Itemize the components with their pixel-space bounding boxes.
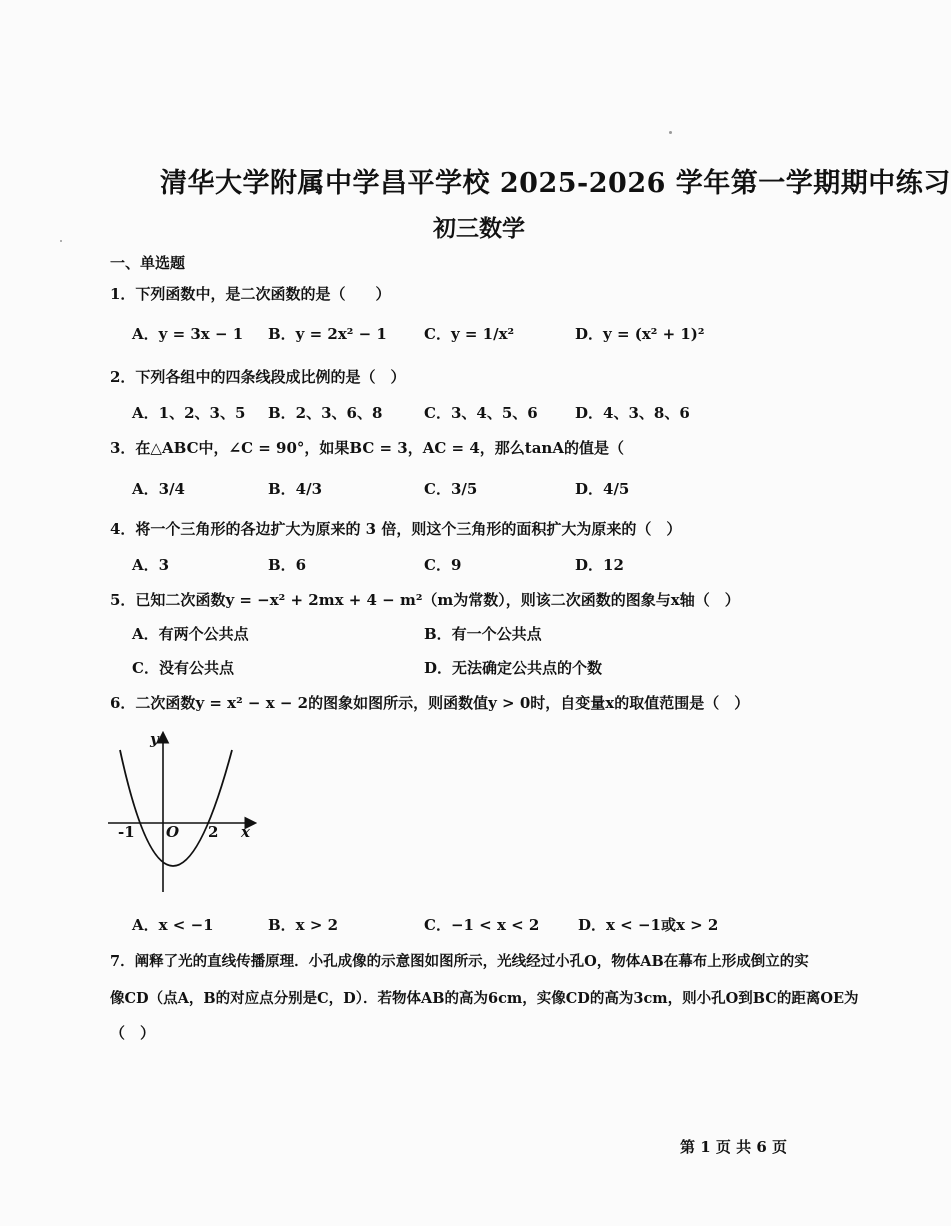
page-subtitle: 初三数学: [433, 215, 525, 242]
question-3: 3．在△ABC中，∠C = 90°，如果BC = 3，AC = 4，那么tanA的值是（: [110, 439, 624, 457]
page-title: 清华大学附属中学昌平学校 2025-2026 学年第一学期期中练习: [160, 168, 951, 199]
q3-option-a: A．3/4: [132, 480, 185, 498]
q6-option-b: B．x > 2: [268, 916, 339, 934]
question-6: 6．二次函数y = x² − x − 2的图象如图所示，则函数值y > 0时，自变量x的取值范围是（ ）: [110, 694, 750, 712]
question-2: 2．下列各组中的四条线段成比例的是（ ）: [110, 368, 406, 386]
q3-option-c: C．3/5: [424, 480, 478, 498]
q1-option-b: B．y = 2x² − 1: [268, 325, 387, 343]
section-heading: 一、单选题: [110, 254, 186, 272]
q6-option-d: D．x < −1或x > 2: [578, 916, 719, 934]
origin-label: O: [166, 823, 180, 841]
q3-option-b: B．4/3: [268, 480, 323, 498]
q2-option-a: A．1、2、3、5: [132, 404, 246, 422]
q5-option-d: D．无法确定公共点的个数: [424, 659, 603, 677]
q1-option-a: A．y = 3x − 1: [132, 325, 244, 343]
q2-option-c: C．3、4、5、6: [424, 404, 538, 422]
question-7-line-1: 7．阐释了光的直线传播原理．小孔成像的示意图如图所示，光线经过小孔O，物体AB在幕布上形成倒立的实: [110, 953, 809, 970]
right-root-label: 2: [208, 823, 219, 841]
q4-option-a: A．3: [132, 556, 170, 574]
q5-option-a: A．有两个公共点: [132, 625, 249, 643]
q1-option-c: C．y = 1/x²: [424, 325, 515, 343]
q4-option-c: C．9: [424, 556, 462, 574]
q4-option-b: B．6: [268, 556, 307, 574]
q5-option-c: C．没有公共点: [132, 659, 234, 677]
parabola-curve: [120, 750, 232, 866]
q3-option-d: D．4/5: [575, 480, 630, 498]
x-axis-label: x: [241, 823, 250, 841]
q6-option-a: A．x < −1: [132, 916, 214, 934]
parabola-graph: [102, 728, 262, 896]
question-1: 1．下列函数中，是二次函数的是（ ）: [110, 285, 391, 303]
page-number: 第 1 页 共 6 页: [680, 1138, 787, 1156]
left-root-label: -1: [118, 823, 135, 841]
q6-option-c: C．−1 < x < 2: [424, 916, 540, 934]
scan-speck: [60, 240, 62, 242]
y-axis-label: y: [150, 730, 159, 748]
question-7-line-3: （ ）: [110, 1024, 156, 1042]
q4-option-d: D．12: [575, 556, 624, 574]
question-4: 4．将一个三角形的各边扩大为原来的 3 倍，则这个三角形的面积扩大为原来的（ ）: [110, 520, 682, 538]
question-5: 5．已知二次函数y = −x² + 2mx + 4 − m²（m为常数），则该二次函数的图象与x轴（ ）: [110, 591, 740, 609]
q5-option-b: B．有一个公共点: [424, 625, 542, 643]
q2-option-b: B．2、3、6、8: [268, 404, 383, 422]
question-7-line-2: 像CD（点A，B的对应点分别是C，D）．若物体AB的高为6cm，实像CD的高为3cm，则小孔O到BC的距离OE为: [110, 990, 859, 1007]
scan-speck: [669, 131, 672, 134]
q2-option-d: D．4、3、8、6: [575, 404, 690, 422]
q1-option-d: D．y = (x² + 1)²: [575, 325, 705, 343]
